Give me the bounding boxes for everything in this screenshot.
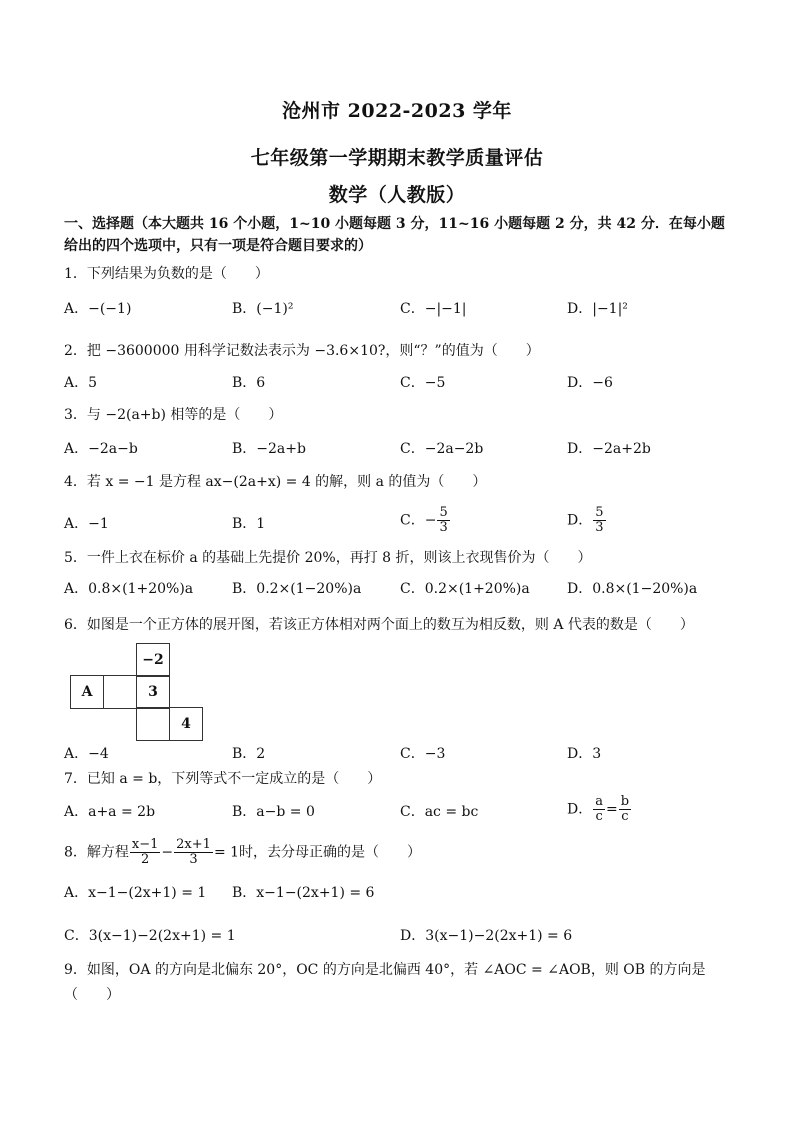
q2-option-a: A．5 bbox=[64, 375, 98, 391]
q4-option-d-fraction bbox=[593, 506, 605, 535]
q3-option-c: C．−2a−2b bbox=[400, 441, 484, 457]
q7-option-b: B．a−b = 0 bbox=[232, 804, 315, 820]
q6-option-d: D．3 bbox=[567, 746, 602, 762]
q4-option-d-label: D． bbox=[567, 512, 593, 529]
net-cell-bottom bbox=[136, 707, 170, 741]
q4-option-a: A．−1 bbox=[64, 516, 109, 532]
q8-frac1-numerator: x−1 bbox=[131, 837, 159, 852]
q6-option-a: A．−4 bbox=[64, 746, 109, 762]
q8-minus: − bbox=[161, 844, 174, 861]
q4-option-d bbox=[567, 506, 607, 535]
q1-option-b: B．(−1)² bbox=[232, 301, 294, 317]
question-6-stem: 6．如图是一个正方体的展开图，若该正方体相对两个面上的数互为相反数，则 A 代表的数是（ ） bbox=[64, 617, 694, 633]
q4-d-numerator: 5 bbox=[595, 505, 604, 520]
q8-option-c: C．3(x−1)−2(2x+1) = 1 bbox=[64, 928, 236, 944]
question-9-stem: 9．如图，OA 的方向是北偏东 20°，OC 的方向是北偏西 40°，若 ∠AOC = ∠AOB，则 OB 的方向是 bbox=[64, 962, 706, 978]
q8-option-d: D．3(x−1)−2(2x+1) = 6 bbox=[400, 928, 573, 944]
q4-c-denominator: 3 bbox=[439, 520, 448, 535]
cube-net-figure bbox=[70, 643, 206, 739]
q2-option-b: B．6 bbox=[232, 375, 266, 391]
q8-option-b: B．x−1−(2x+1) = 6 bbox=[232, 885, 375, 901]
exam-title-line3: 数学（人教版） bbox=[328, 184, 466, 206]
question-1-stem: 1．下列结果为负数的是（ ） bbox=[64, 266, 269, 282]
q8-frac2-denominator: 3 bbox=[189, 852, 198, 867]
q2-option-c: C．−5 bbox=[400, 375, 446, 391]
q1-option-d: D．|−1|² bbox=[567, 301, 628, 317]
question-4-stem: 4．若 x = −1 是方程 ax−(2a+x) = 4 的解，则 a 的值为（ ） bbox=[64, 474, 487, 490]
question-5-stem: 5．一件上衣在标价 a 的基础上先提价 20%，再打 8 折，则该上衣现售价为（ ） bbox=[64, 550, 592, 566]
q7-d-equals: = bbox=[606, 801, 618, 818]
exam-title-line2: 七年级第一学期期末教学质量评估 bbox=[250, 147, 544, 169]
q8-frac2-numerator: 2x+1 bbox=[176, 837, 211, 852]
net-cell-a: A bbox=[70, 675, 104, 709]
q4-c-numerator: 5 bbox=[439, 505, 448, 520]
q7-d-fraction-right bbox=[619, 795, 631, 824]
question-8-stem bbox=[64, 838, 421, 867]
q3-option-b: B．−2a+b bbox=[232, 441, 306, 457]
q5-option-c: C．0.2×(1+20%)a bbox=[400, 581, 530, 597]
q7-option-d-label: D． bbox=[567, 801, 593, 818]
q7-d-left-denominator: c bbox=[595, 809, 603, 824]
q1-option-a: A．−(−1) bbox=[64, 301, 132, 317]
q8-fraction-1 bbox=[130, 838, 161, 867]
q2-option-d: D．−6 bbox=[567, 375, 613, 391]
q6-option-b: B．2 bbox=[232, 746, 266, 762]
question-9-answer-paren: （ ） bbox=[64, 987, 120, 1003]
q3-option-d: D．−2a+2b bbox=[567, 441, 651, 457]
q4-option-c-fraction bbox=[437, 506, 449, 535]
q6-option-c: C．−3 bbox=[400, 746, 446, 762]
q4-option-b: B．1 bbox=[232, 516, 266, 532]
q3-option-a: A．−2a−b bbox=[64, 441, 138, 457]
q5-option-b: B．0.2×(1−20%)a bbox=[232, 581, 362, 597]
net-cell-top: −2 bbox=[136, 643, 170, 677]
q4-d-denominator: 3 bbox=[595, 520, 604, 535]
exam-title-line1: 沧州市 2022-2023 学年 bbox=[282, 100, 512, 122]
q4-option-c-label: C．− bbox=[400, 512, 437, 529]
question-3-stem: 3．与 −2(a+b) 相等的是（ ） bbox=[64, 407, 283, 423]
net-cell-right: 4 bbox=[169, 707, 203, 741]
question-7-stem: 7．已知 a = b，下列等式不一定成立的是（ ） bbox=[64, 771, 382, 787]
question-2-stem: 2．把 −3600000 用科学记数法表示为 −3.6×10?，则“？”的值为（ ） bbox=[64, 343, 540, 359]
q8-fraction-2 bbox=[174, 838, 213, 867]
q4-option-c bbox=[400, 506, 451, 535]
q8-stem-prefix: 8．解方程 bbox=[64, 844, 129, 861]
q8-frac1-denominator: 2 bbox=[141, 852, 150, 867]
q7-option-a: A．a+a = 2b bbox=[64, 804, 156, 820]
q7-d-right-denominator: c bbox=[621, 809, 629, 824]
q7-d-fraction-left bbox=[593, 795, 605, 824]
net-cell-blank bbox=[103, 675, 137, 709]
q7-d-right-numerator: b bbox=[620, 794, 630, 809]
q1-option-c: C．−|−1| bbox=[400, 301, 467, 317]
q7-d-left-numerator: a bbox=[595, 794, 603, 809]
section-heading: 一、选择题（本大题共 16 个小题，1~10 小题每题 3 分，11~16 小题每题 2 分，共 42 分．在每小题给出的四个选项中，只有一项是符合题目要求的） bbox=[64, 216, 725, 254]
q8-stem-suffix: = 1时，去分母正确的是（ ） bbox=[213, 844, 422, 861]
net-cell-middle: 3 bbox=[136, 675, 170, 709]
q7-option-d bbox=[567, 795, 632, 824]
q5-option-d: D．0.8×(1−20%)a bbox=[567, 581, 698, 597]
q8-option-a: A．x−1−(2x+1) = 1 bbox=[64, 885, 207, 901]
q5-option-a: A．0.8×(1+20%)a bbox=[64, 581, 194, 597]
q7-option-c: C．ac = bc bbox=[400, 804, 479, 820]
